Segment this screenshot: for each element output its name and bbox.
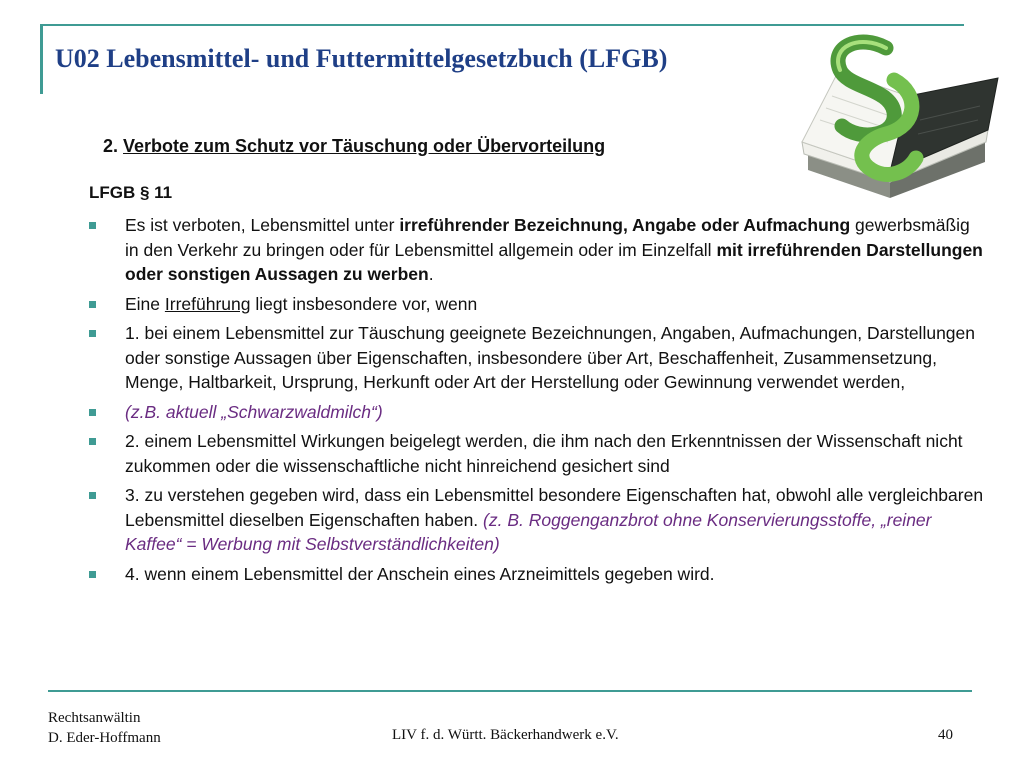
- list-item: [89, 292, 984, 317]
- bullet-icon: [89, 438, 96, 445]
- left-rule: [40, 24, 43, 94]
- item-text: .: [428, 264, 434, 284]
- bullet-icon: [89, 222, 96, 229]
- bullet-icon: [89, 409, 96, 416]
- item-text-bold: irreführender Bezeichnung, Angabe oder Aufmachung: [399, 215, 851, 235]
- footer-author-line1: Rechtsanwältin: [48, 710, 141, 726]
- list-item: [89, 429, 984, 478]
- item-text-underlined: Irreführung: [164, 293, 251, 314]
- item-text: 4. wenn einem Lebensmittel der Anschein eines Arzneimittels gegeben wird.: [125, 563, 715, 584]
- subtitle-number: 2.: [103, 136, 124, 156]
- item-text: 1. bei einem Lebensmittel zur Täuschung geeignete Bezeichnungen, Angaben, Aufmachungen, Darstellungen oder sonstige Aussagen über Eigenschaften, insbesondere über Art, Beschaffenheit, Zusammensetzung, Menge, Haltbarkeit, Ursprung, Herkunft oder Art der Herstellung oder Gewinnung verwendet werden,: [125, 323, 975, 392]
- bullet-icon: [89, 301, 96, 308]
- bottom-rule: [48, 690, 972, 692]
- list-item: [89, 213, 984, 287]
- list-item: [89, 400, 984, 425]
- item-text: Eine: [125, 293, 165, 314]
- subtitle-text: Verbote zum Schutz vor Täuschung oder Übervorteilung: [123, 136, 606, 156]
- item-example-text: (z. B. Roggenganzbrot ohne Konservierungsstoffe, „reiner Kaffee“ = Werbung mit Selbstverständlichkeiten): [125, 509, 932, 554]
- bullet-list: [89, 213, 984, 591]
- list-item: [89, 562, 984, 587]
- item-example-text: (z.B. aktuell „Schwarzwaldmilch“): [125, 401, 383, 422]
- list-item: [89, 321, 984, 395]
- footer-author-line2: D. Eder-Hoffmann: [48, 730, 161, 746]
- item-text: gewerbsmäßig in den Verkehr zu bringen oder für Lebensmittel allgemein oder im Einzelfall: [125, 215, 970, 260]
- item-text-bold: mit irreführenden Darstellungen oder sonstigen Aussagen zu werben: [125, 239, 983, 284]
- section-subtitle: [103, 136, 605, 157]
- page-title: U02 Lebensmittel- und Futtermittelgesetzbuch (LFGB): [55, 44, 668, 73]
- section-heading: LFGB § 11: [89, 183, 173, 202]
- bullet-icon: [89, 492, 96, 499]
- page-number: 40: [938, 727, 953, 743]
- paragraph-book-icon: [790, 30, 1000, 200]
- bullet-icon: [89, 571, 96, 578]
- footer-author: [48, 708, 161, 748]
- item-text: Es ist verboten, Lebensmittel unter: [125, 215, 400, 235]
- bullet-icon: [89, 330, 96, 337]
- item-text: 2. einem Lebensmittel Wirkungen beigelegt werden, die ihm nach den Erkenntnissen der Wissenschaft nicht zukommen oder die wissenschaftliche nicht hinreichend gesichert sind: [125, 431, 963, 476]
- list-item: [89, 483, 984, 557]
- item-text: liegt insbesondere vor, wenn: [250, 293, 478, 314]
- footer-organization: LIV f. d. Württ. Bäckerhandwerk e.V.: [392, 727, 619, 743]
- top-rule: [40, 24, 964, 26]
- item-text: 3. zu verstehen gegeben wird, dass ein Lebensmittel besondere Eigenschaften hat, obwohl alle vergleichbaren Lebensmittel dieselben Eigenschaften haben.: [125, 485, 984, 530]
